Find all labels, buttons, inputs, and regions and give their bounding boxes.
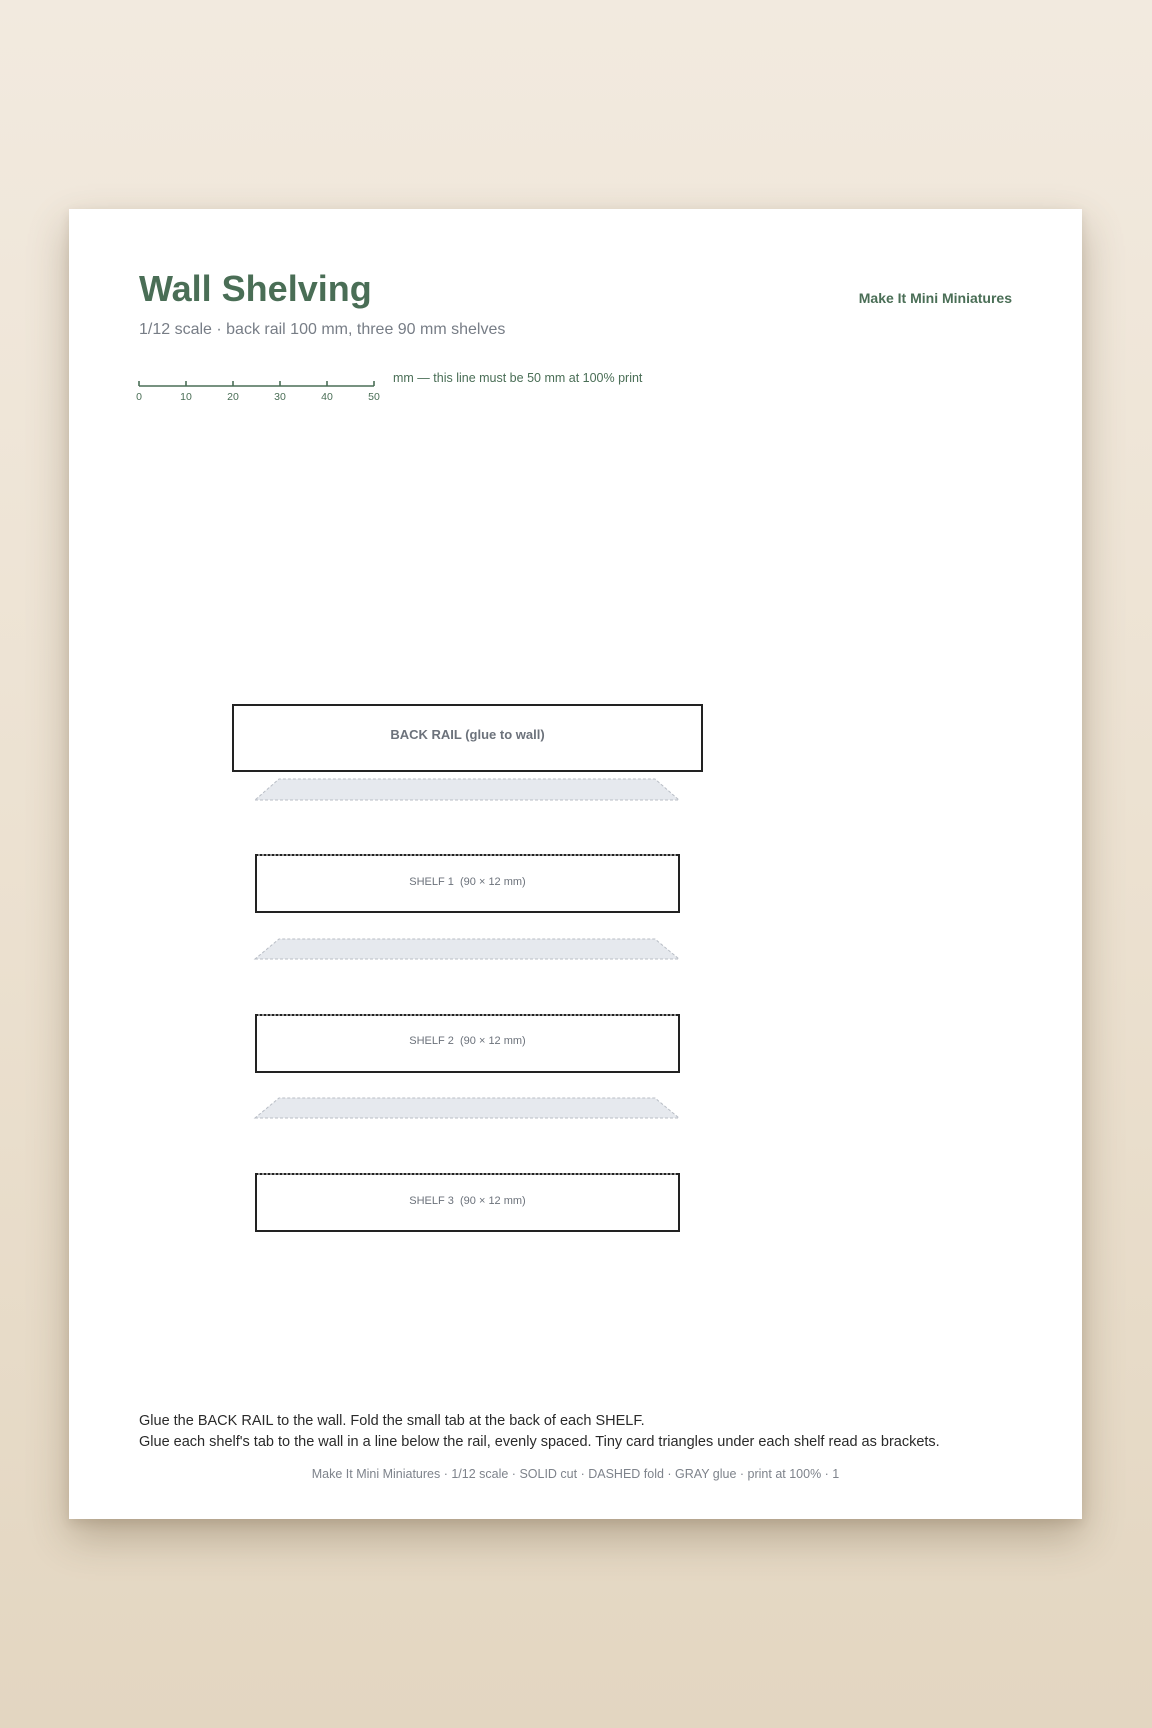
scale-tick-label: 20 <box>227 391 239 403</box>
page-footer: Make It Mini Miniatures · 1/12 scale · SOLID cut · DASHED fold · GRAY glue · print at 100% · 1 <box>311 1467 840 1481</box>
page-title: Wall Shelving <box>139 268 372 309</box>
glue-tab <box>255 1098 679 1118</box>
printable-sheet <box>69 209 1082 1519</box>
assembly-instructions <box>139 1411 940 1453</box>
instruction-line: Glue the BACK RAIL to the wall. Fold the small tab at the back of each SHELF. <box>139 1413 645 1429</box>
page-subtitle: 1/12 scale · back rail 100 mm, three 90 mm shelves <box>139 321 506 338</box>
scale-note: mm — this line must be 50 mm at 100% print <box>393 371 643 385</box>
shelf-label: SHELF 2 (90 × 12 mm) <box>409 1035 526 1047</box>
scale-tick-label: 30 <box>274 391 286 403</box>
back-rail-label: BACK RAIL (glue to wall) <box>390 727 545 742</box>
brand-name: Make It Mini Miniatures <box>858 290 1012 306</box>
glue-tab <box>255 779 679 800</box>
scale-tick-label: 40 <box>321 391 333 403</box>
shelf-label: SHELF 1 (90 × 12 mm) <box>409 876 526 888</box>
scale-tick-label: 10 <box>180 391 192 403</box>
scale-tick-label: 50 <box>368 391 380 403</box>
scale-tick-label: 0 <box>136 391 142 403</box>
shelf-label: SHELF 3 (90 × 12 mm) <box>409 1195 526 1207</box>
instruction-line: Glue each shelf's tab to the wall in a line below the rail, evenly spaced. Tiny card triangles under each shelf read as brackets. <box>139 1434 940 1450</box>
cut-pattern <box>69 209 1082 1519</box>
glue-tab <box>255 939 679 959</box>
